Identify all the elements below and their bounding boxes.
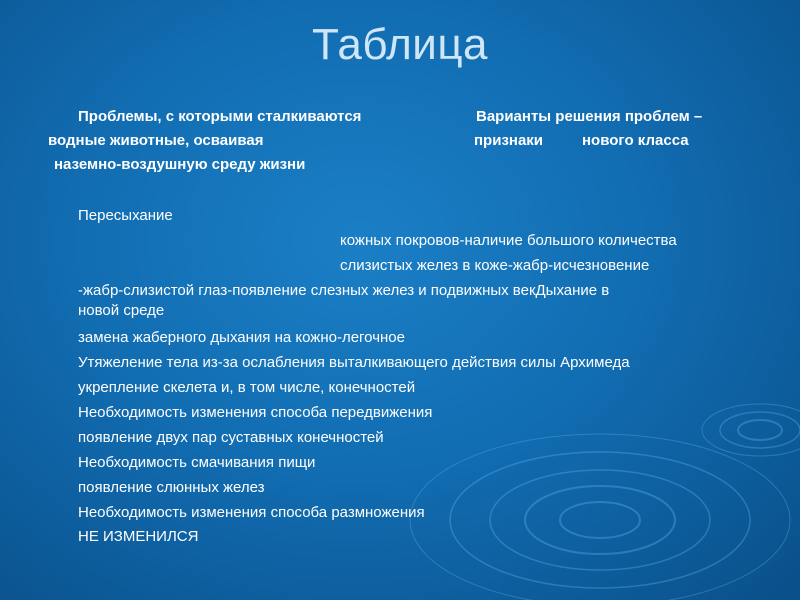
- list-item: НЕ ИЗМЕНИЛСЯ: [78, 528, 199, 545]
- list-item: появление слюнных желез: [78, 479, 265, 496]
- list-item-continuation: новой среде: [78, 302, 165, 319]
- list-item: Утяжеление тела из-за ослабления выталкивающего действия силы Архимеда: [78, 354, 630, 371]
- slide-title: Таблица: [311, 20, 489, 69]
- list-item: замена жаберного дыхания на кожно-легочное: [78, 329, 405, 346]
- header-right-line2a: признаки: [474, 132, 544, 149]
- header-left-line2: водные животные, осваивая: [48, 132, 264, 149]
- list-item: кожных покровов-наличие большого количества: [340, 232, 677, 249]
- list-item: Необходимость смачивания пищи: [78, 454, 316, 471]
- list-item: Необходимость изменения способа размножения: [78, 504, 425, 521]
- list-item: Необходимость изменения способа передвижения: [78, 404, 433, 421]
- list-item: слизистых желез в коже-жабр-исчезновение: [340, 257, 650, 274]
- list-item: укрепление скелета и, в том числе, конечностей: [78, 379, 416, 396]
- list-item: -жабр-слизистой глаз-появление слезных желез и подвижных векДыхание в: [78, 282, 610, 299]
- header-right-line2b: нового класса: [582, 132, 689, 149]
- list-item: появление двух пар суставных конечностей: [78, 429, 384, 446]
- header-left-line3: наземно-воздушную среду жизни: [54, 156, 306, 173]
- header-right-line1: Варианты решения проблем –: [476, 108, 703, 125]
- header-left-line1: Проблемы, с которыми сталкиваются: [78, 108, 362, 125]
- list-item: Пересыхание: [78, 207, 173, 224]
